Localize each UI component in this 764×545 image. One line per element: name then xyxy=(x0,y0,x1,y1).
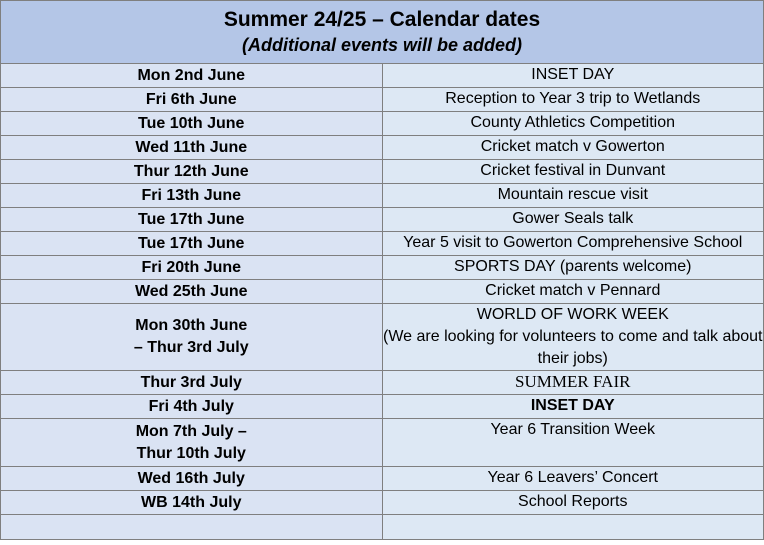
date-line: – Thur 3rd July xyxy=(133,339,249,356)
table-row xyxy=(1,467,764,491)
event-cell: Cricket match v Pennard xyxy=(382,280,764,304)
header-row xyxy=(1,1,764,64)
event-cell: Reception to Year 3 trip to Wetlands xyxy=(382,88,764,112)
date-line: Thur 10th July xyxy=(136,444,246,462)
date-cell: Tue 10th June xyxy=(1,112,383,136)
event-cell: Year 6 Leavers’ Concert xyxy=(382,467,764,491)
table-row xyxy=(1,232,764,256)
table-row xyxy=(1,184,764,208)
table-row xyxy=(1,304,764,371)
date-cell: Tue 17th June xyxy=(1,208,383,232)
date-cell: Fri 20th June xyxy=(1,256,383,280)
table-row xyxy=(1,136,764,160)
page-title: Summer 24/25 – Calendar dates xyxy=(223,8,541,31)
event-cell: Cricket match v Gowerton xyxy=(382,136,764,160)
table-row xyxy=(1,395,764,419)
date-cell xyxy=(1,419,383,467)
event-cell xyxy=(382,304,764,371)
page-subtitle: (Additional events will be added) xyxy=(241,35,523,55)
table-row xyxy=(1,112,764,136)
event-cell: Gower Seals talk xyxy=(382,208,764,232)
date-cell: Thur 12th June xyxy=(1,160,383,184)
date-cell: Thur 3rd July xyxy=(1,371,383,395)
date-cell-empty xyxy=(1,515,383,540)
date-line: Mon 30th June xyxy=(135,317,248,334)
table-row xyxy=(1,208,764,232)
event-cell: School Reports xyxy=(382,491,764,515)
date-cell: Fri 6th June xyxy=(1,88,383,112)
event-cell: SUMMER FAIR xyxy=(382,371,764,395)
date-cell: WB 14th July xyxy=(1,491,383,515)
date-cell: Fri 13th June xyxy=(1,184,383,208)
event-cell: SPORTS DAY (parents welcome) xyxy=(382,256,764,280)
event-line: (We are looking for volunteers to come and talk about their jobs) xyxy=(383,328,763,367)
date-cell: Fri 4th July xyxy=(1,395,383,419)
table-row xyxy=(1,419,764,467)
table-row xyxy=(1,491,764,515)
table-row xyxy=(1,280,764,304)
date-cell: Tue 17th June xyxy=(1,232,383,256)
table-row-empty xyxy=(1,515,764,540)
date-cell xyxy=(1,304,383,371)
event-cell: County Athletics Competition xyxy=(382,112,764,136)
table-row xyxy=(1,160,764,184)
event-cell: INSET DAY xyxy=(382,395,764,419)
event-line: WORLD OF WORK WEEK xyxy=(476,306,669,323)
event-cell-empty xyxy=(382,515,764,540)
event-cell: Year 6 Transition Week xyxy=(382,419,764,467)
event-cell: Mountain rescue visit xyxy=(382,184,764,208)
date-cell: Wed 11th June xyxy=(1,136,383,160)
date-cell: Wed 25th June xyxy=(1,280,383,304)
date-cell: Wed 16th July xyxy=(1,467,383,491)
table-row xyxy=(1,88,764,112)
event-cell: Cricket festival in Dunvant xyxy=(382,160,764,184)
table-row xyxy=(1,371,764,395)
table-row xyxy=(1,64,764,88)
event-cell: Year 5 visit to Gowerton Comprehensive School xyxy=(382,232,764,256)
header-cell xyxy=(1,1,764,64)
event-cell: INSET DAY xyxy=(382,64,764,88)
table-row xyxy=(1,256,764,280)
date-line: Mon 7th July – xyxy=(135,422,247,440)
date-cell: Mon 2nd June xyxy=(1,64,383,88)
